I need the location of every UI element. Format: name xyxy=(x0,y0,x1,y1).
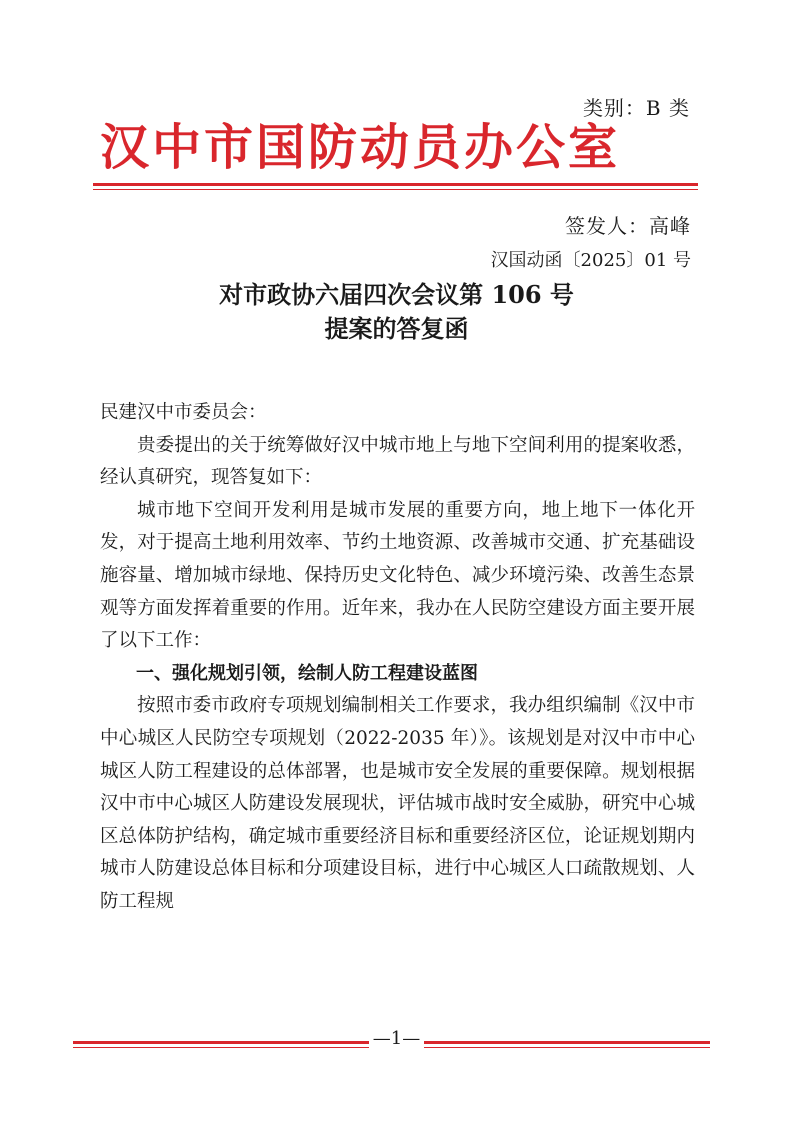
issuing-office-name: 汉中市国防动员办公室 xyxy=(100,119,621,176)
document-number: 汉国动函〔2025〕01 号 xyxy=(490,250,691,271)
page-number-text: —1— xyxy=(369,1028,424,1049)
document-title xyxy=(0,278,793,346)
signer: 签发人：高峰 xyxy=(565,214,691,238)
header-rule-thick xyxy=(93,183,698,186)
document-title-line-1: 对市政协六届四次会议第 106 号 xyxy=(219,280,574,309)
section-heading: 一、强化规划引领，绘制人防工程建设蓝图 xyxy=(136,662,478,684)
body-paragraph: 城市地下空间开发利用是城市发展的重要方向，地上地下一体化开发，对于提高土地利用效率、节约土地资源、改善城市交通、扩充基础设施容量、增加城市绿地、保持历史文化特色、减少环境污染、改善生态景观等方面发挥着重要的作用。近年来，我办在人民防空建设方面主要开展了以下工作： xyxy=(100,499,695,652)
body-paragraph: 按照市委市政府专项规划编制相关工作要求，我办组织编制《汉中市中心城区人民防空专项规划（2022-2035 年）》。该规划是对汉中市中心城区人防工程建设的总体部署，也是城市安全发展的重要保障。规划根据汉中市中心城区人防建设发展现状，评估城市战时安全威胁，研究中心城区总体防护结构，确定城市重要经济目标和重要经济区位，论证规划期内城市人防建设总体目标和分项建设目标，进行中心城区人口疏散规划、人防工程规 xyxy=(100,695,695,912)
body-paragraph: 贵委提出的关于统筹做好汉中城市地上与地下空间利用的提案收悉，经认真研究，现答复如下： xyxy=(100,434,695,489)
page-number xyxy=(0,1028,793,1049)
salutation: 民建汉中市委员会： xyxy=(100,402,267,423)
document-category: 类别：B 类 xyxy=(582,96,690,120)
header-rule-thin xyxy=(93,189,698,190)
document-body xyxy=(100,397,695,919)
document-title-line-2: 提案的答复函 xyxy=(324,314,469,343)
